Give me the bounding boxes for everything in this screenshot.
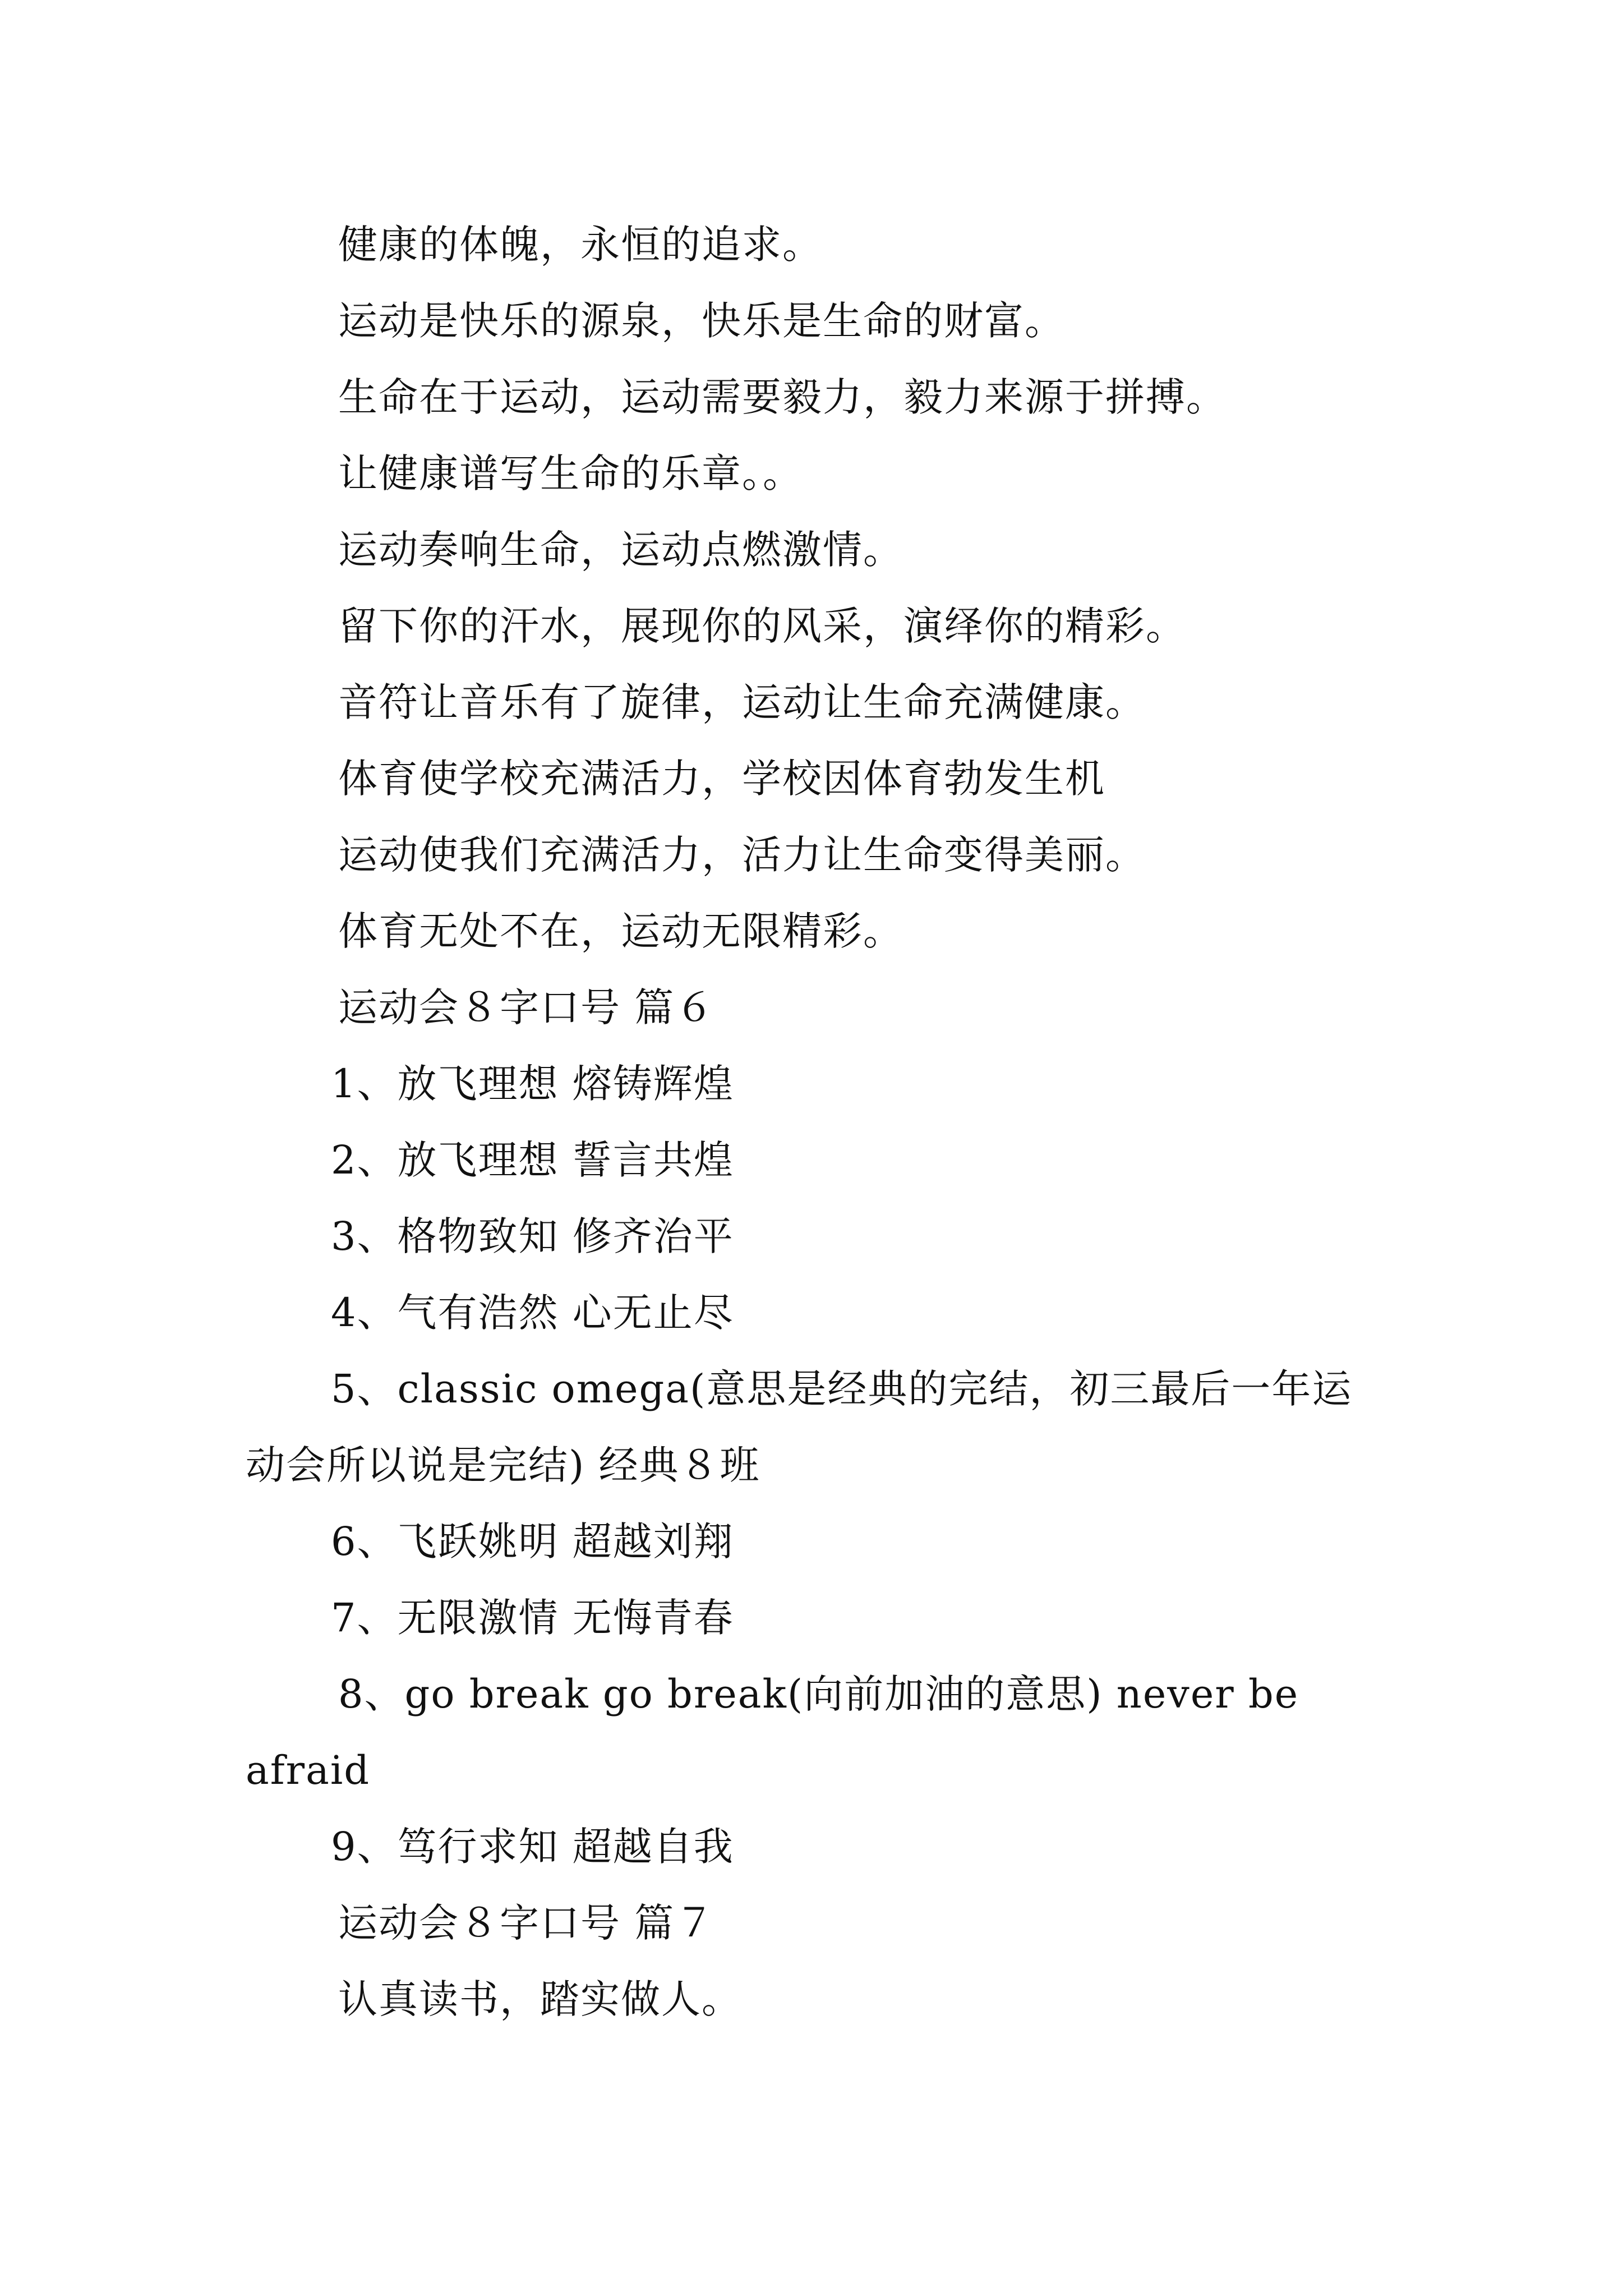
list-item: 4、气有浩然 心无止尽: [331, 1290, 734, 1336]
list-item: 2、放飞理想 誓言共煌: [331, 1137, 734, 1183]
list-item: 3、格物致知 修齐治平: [331, 1213, 734, 1259]
text-line: 运动是快乐的源泉，快乐是生命的财富。: [338, 298, 1065, 344]
list-item: 7、无限激情 无悔青春: [331, 1595, 734, 1641]
text-line: 体育使学校充满活力，学校因体育勃发生机: [338, 756, 1105, 802]
text-line: 音符让音乐有了旋律，运动让生命充满健康。: [338, 679, 1146, 725]
text-line: 留下你的汗水，展现你的风采，演绎你的精彩。: [338, 603, 1186, 649]
list-item: 6、飞跃姚明 超越刘翔: [331, 1519, 734, 1565]
text-line: 生命在于运动，运动需要毅力，毅力来源于拼搏。: [338, 374, 1227, 420]
text-line: 运动奏响生命，运动点燃激情。: [338, 527, 903, 573]
section-heading: 运动会８字口号 篇６: [338, 984, 716, 1030]
list-item-wrapped: 5、classic omega(意思是经典的完结，初三最后一年运动会所以说是完结) 经典８班: [246, 1366, 1353, 1488]
text-line: 认真读书，踏实做人。: [338, 1976, 742, 2022]
text-line: 健康的体魄，永恒的追求。: [338, 222, 823, 268]
text-line: 运动使我们充满活力，活力让生命变得美丽。: [338, 832, 1146, 878]
section-heading: 运动会８字口号 篇７: [338, 1900, 716, 1946]
list-item: 1、放飞理想 熔铸辉煌: [331, 1061, 734, 1107]
text-line: 让健康谱写生命的乐章。。: [338, 450, 803, 496]
text-line: 体育无处不在，运动无限精彩。: [338, 908, 903, 954]
list-item: 9、笃行求知 超越自我: [331, 1824, 734, 1870]
list-item-wrapped: 8、go break go break(向前加油的意思) never be afraid: [246, 1671, 1313, 1793]
